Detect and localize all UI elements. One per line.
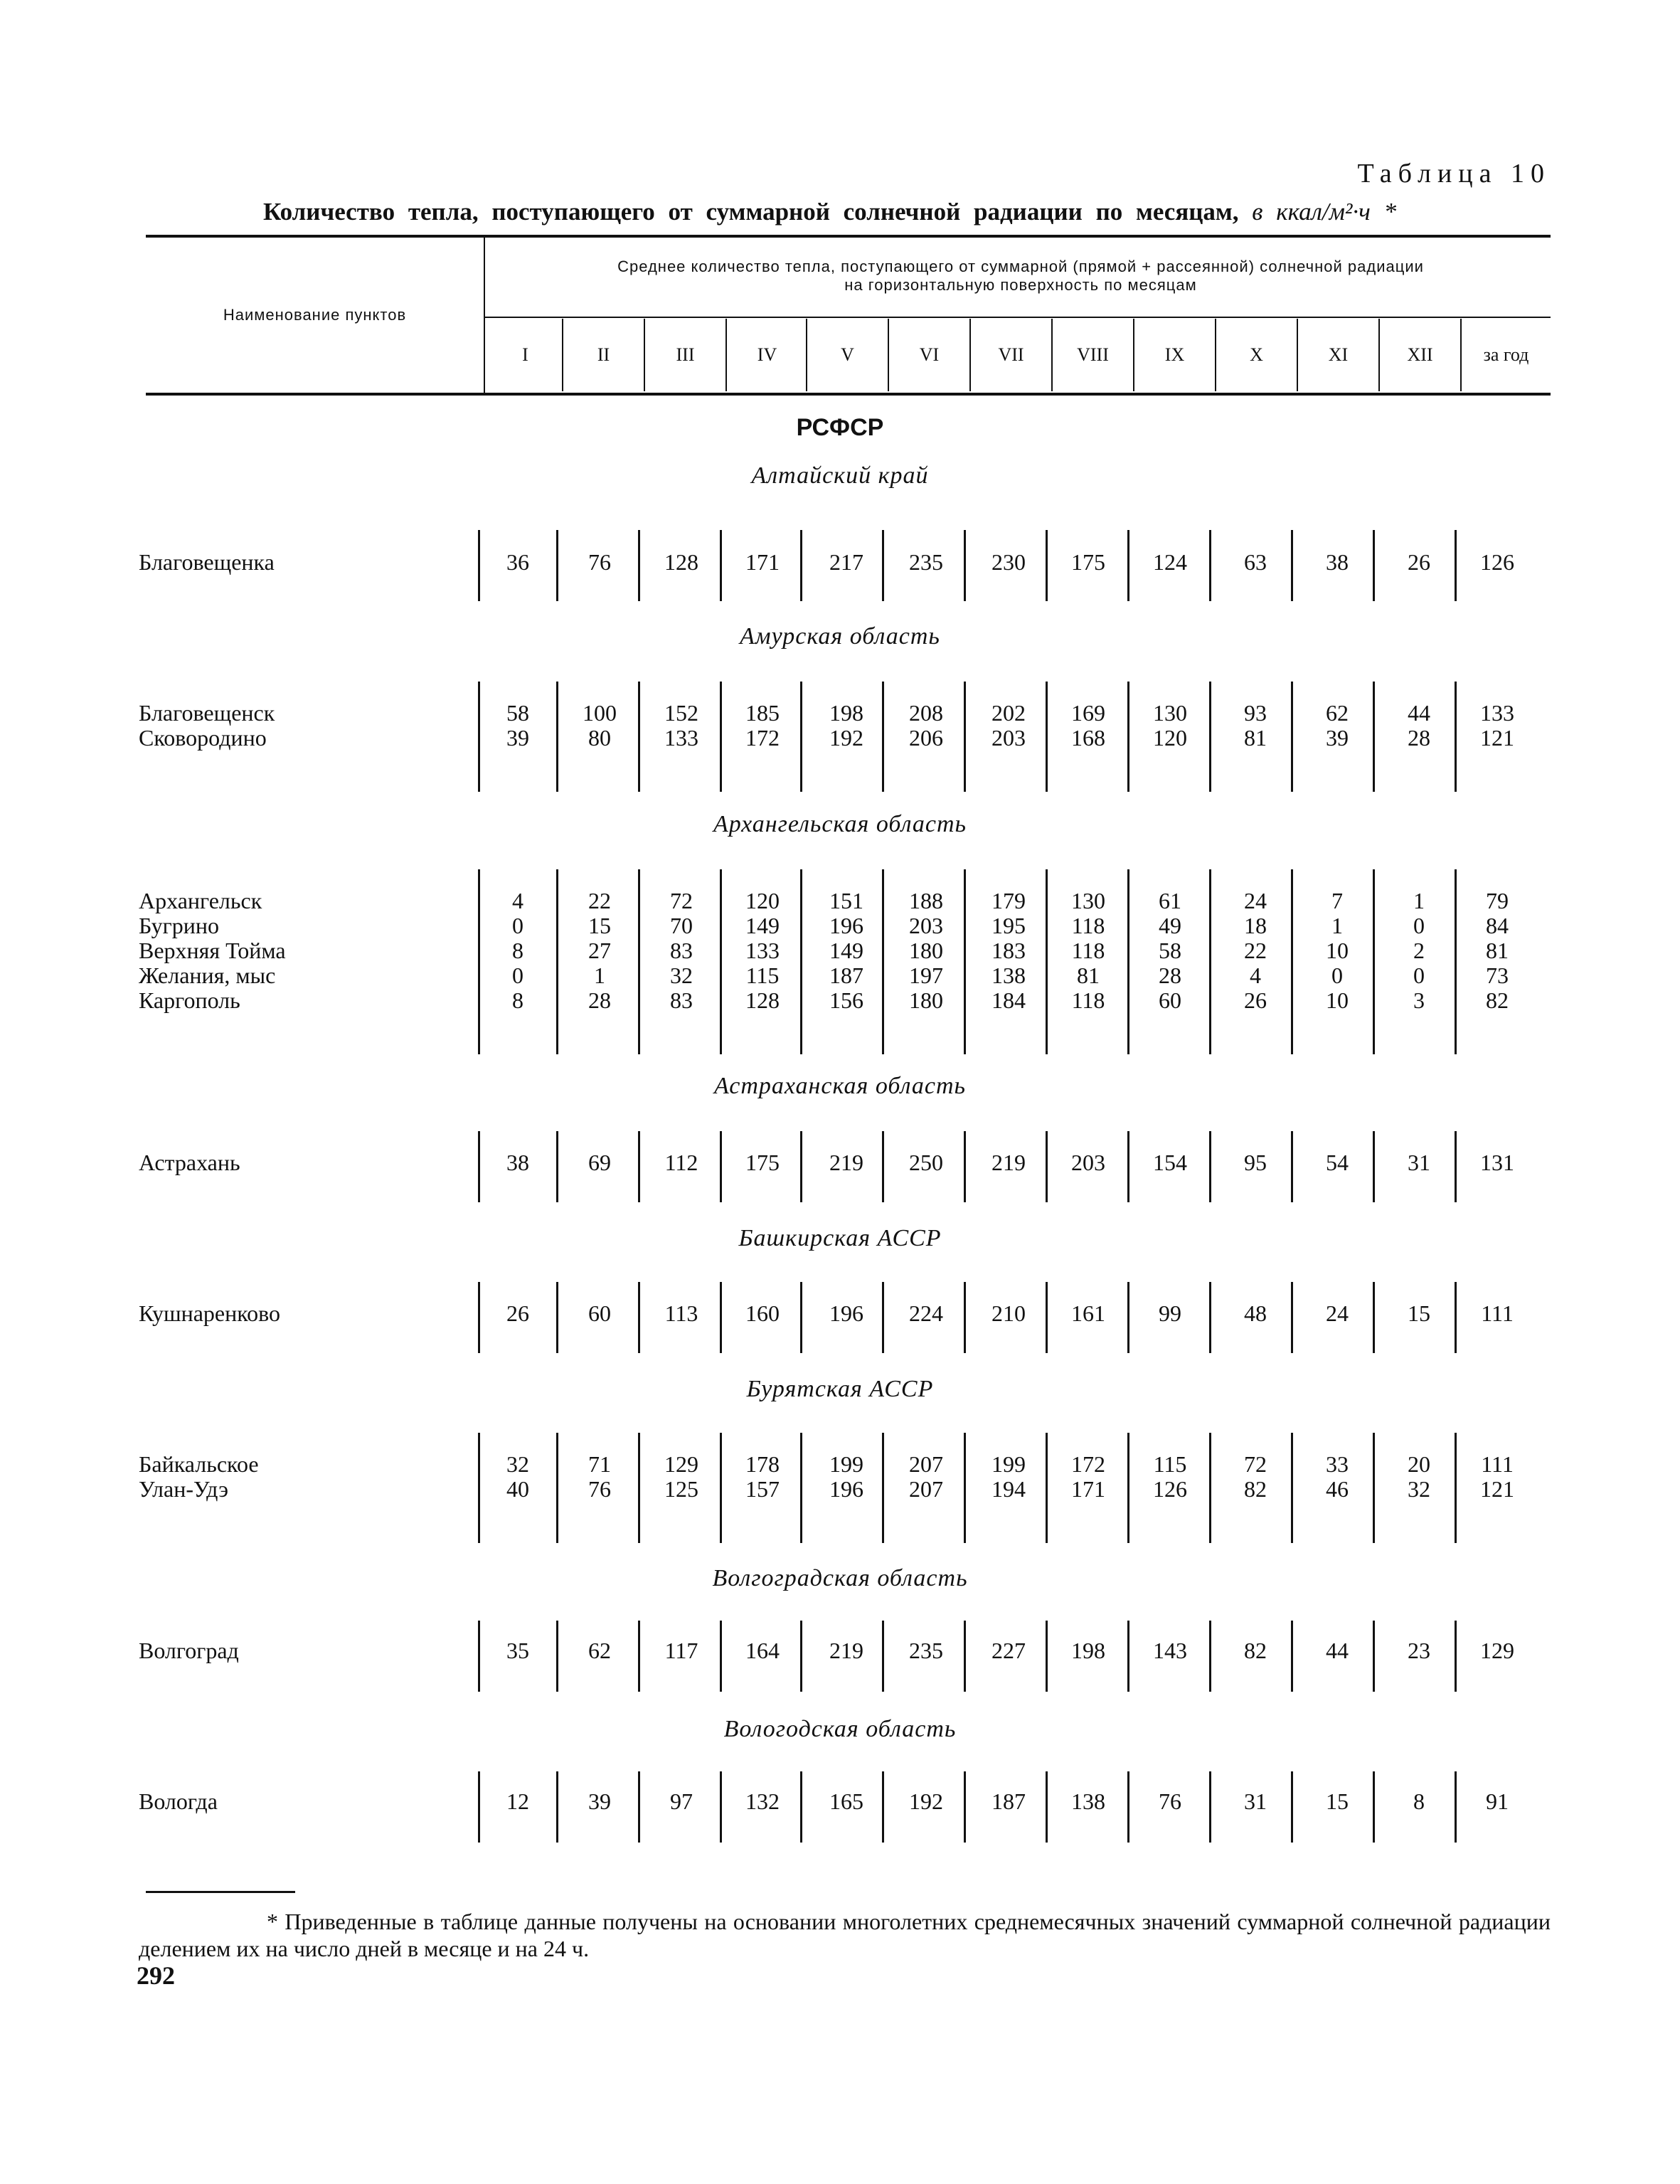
month-value-cell: 235 bbox=[909, 549, 943, 575]
month-value-cell: 10 bbox=[1326, 987, 1349, 1013]
month-header-cell: VIII bbox=[1051, 319, 1133, 391]
month-value-cell: 15 bbox=[1408, 1300, 1430, 1326]
month-value-cell: 202 bbox=[991, 700, 1026, 726]
month-value-cell: 219 bbox=[991, 1150, 1026, 1175]
region-heading: Архангельская область bbox=[713, 811, 967, 837]
month-value-cell: 118 bbox=[1071, 913, 1105, 938]
month-value-cell: 31 bbox=[1244, 1788, 1267, 1814]
month-value-cell: 60 bbox=[1159, 987, 1181, 1013]
region-heading: Волгоградская область bbox=[712, 1565, 968, 1591]
month-header-cell: XII bbox=[1378, 319, 1460, 391]
month-value-cell: 62 bbox=[588, 1638, 611, 1663]
month-value-cell: 126 bbox=[1153, 1476, 1187, 1502]
month-value-cell: 28 bbox=[1408, 725, 1430, 751]
month-value-cell: 1 bbox=[594, 963, 605, 988]
region-heading: Вологодская область bbox=[723, 1716, 957, 1742]
month-value-cell: 217 bbox=[829, 549, 863, 575]
month-value-cell: 175 bbox=[1071, 549, 1105, 575]
month-value-cell: 32 bbox=[506, 1451, 529, 1477]
month-value-cell: 0 bbox=[1413, 913, 1425, 938]
table-row bbox=[0, 700, 1680, 726]
table-title bbox=[263, 198, 1396, 226]
month-value-cell: 80 bbox=[588, 725, 611, 751]
month-value-cell: 36 bbox=[506, 549, 529, 575]
month-header-cell: III bbox=[644, 319, 725, 391]
month-value-cell: 203 bbox=[909, 913, 943, 938]
table-row bbox=[0, 987, 1680, 1013]
month-value-cell: 168 bbox=[1071, 725, 1105, 751]
month-value-cell: 46 bbox=[1326, 1476, 1349, 1502]
month-value-cell: 69 bbox=[588, 1150, 611, 1175]
month-value-cell: 26 bbox=[506, 1300, 529, 1326]
month-value-cell: 118 bbox=[1071, 938, 1105, 963]
month-value-cell: 3 bbox=[1413, 987, 1425, 1013]
table-number: Таблица 10 bbox=[1357, 159, 1551, 189]
annual-value-cell: 126 bbox=[1480, 549, 1514, 575]
month-value-cell: 76 bbox=[588, 1476, 611, 1502]
month-value-cell: 0 bbox=[512, 913, 523, 938]
station-name: Волгоград bbox=[139, 1638, 239, 1663]
month-value-cell: 227 bbox=[991, 1638, 1026, 1663]
month-value-cell: 180 bbox=[909, 987, 943, 1013]
station-name: Байкальское bbox=[139, 1451, 259, 1477]
station-name: Верхняя Тойма bbox=[139, 938, 286, 963]
month-value-cell: 72 bbox=[1244, 1451, 1267, 1477]
month-value-cell: 95 bbox=[1244, 1150, 1267, 1175]
country-heading: РСФСР bbox=[796, 414, 884, 441]
month-value-cell: 81 bbox=[1244, 725, 1267, 751]
month-value-cell: 196 bbox=[829, 1300, 863, 1326]
region-heading: Бурятская АССР bbox=[746, 1376, 934, 1402]
month-value-cell: 113 bbox=[664, 1300, 698, 1326]
month-header-cell: XI bbox=[1297, 319, 1378, 391]
month-value-cell: 203 bbox=[991, 725, 1026, 751]
month-value-cell: 130 bbox=[1071, 888, 1105, 913]
month-header-cell: за год bbox=[1460, 319, 1551, 391]
page-number: 292 bbox=[137, 1961, 175, 1990]
month-value-cell: 115 bbox=[1153, 1451, 1187, 1477]
annual-value-cell: 129 bbox=[1480, 1638, 1514, 1663]
month-value-cell: 203 bbox=[1071, 1150, 1105, 1175]
month-value-cell: 118 bbox=[1071, 987, 1105, 1013]
region-heading: Алтайский край bbox=[751, 462, 929, 489]
month-value-cell: 18 bbox=[1244, 913, 1267, 938]
month-value-cell: 7 bbox=[1331, 888, 1343, 913]
station-name: Бугрино bbox=[139, 913, 219, 938]
month-value-cell: 219 bbox=[829, 1150, 863, 1175]
month-value-cell: 49 bbox=[1159, 913, 1181, 938]
month-value-cell: 178 bbox=[745, 1451, 780, 1477]
points-column-header: Наименование пунктов bbox=[223, 306, 407, 324]
month-value-cell: 180 bbox=[909, 938, 943, 963]
month-value-cell: 208 bbox=[909, 700, 943, 726]
month-value-cell: 22 bbox=[1244, 938, 1267, 963]
month-value-cell: 58 bbox=[1159, 938, 1181, 963]
month-value-cell: 76 bbox=[1159, 1788, 1181, 1814]
month-value-cell: 161 bbox=[1071, 1300, 1105, 1326]
month-value-cell: 58 bbox=[506, 700, 529, 726]
month-value-cell: 250 bbox=[909, 1150, 943, 1175]
month-value-cell: 184 bbox=[991, 987, 1026, 1013]
month-value-cell: 198 bbox=[829, 700, 863, 726]
header-bottom-rule bbox=[146, 393, 1551, 396]
month-value-cell: 138 bbox=[1071, 1788, 1105, 1814]
footnote: * Приведенные в таблице данные получены на основании многолетних среднемесячных значений суммарной солнечной радиации делением их на число дней в месяце и на 24 ч. bbox=[139, 1909, 1551, 1961]
month-value-cell: 128 bbox=[745, 987, 780, 1013]
month-value-cell: 210 bbox=[991, 1300, 1026, 1326]
month-value-cell: 188 bbox=[909, 888, 943, 913]
month-value-cell: 124 bbox=[1153, 549, 1187, 575]
month-value-cell: 81 bbox=[1077, 963, 1100, 988]
month-value-cell: 117 bbox=[664, 1638, 698, 1663]
region-heading: Астраханская область bbox=[713, 1073, 967, 1099]
month-value-cell: 0 bbox=[1331, 963, 1343, 988]
station-name: Кушнаренково bbox=[139, 1300, 281, 1326]
month-header-cell: IV bbox=[725, 319, 807, 391]
month-value-cell: 149 bbox=[745, 913, 780, 938]
month-value-cell: 138 bbox=[991, 963, 1026, 988]
month-value-cell: 194 bbox=[991, 1476, 1026, 1502]
table-row bbox=[0, 1476, 1680, 1502]
month-value-cell: 115 bbox=[745, 963, 780, 988]
table-row bbox=[0, 913, 1680, 938]
table-row bbox=[0, 1451, 1680, 1477]
annual-value-cell: 82 bbox=[1486, 987, 1509, 1013]
region-heading: Башкирская АССР bbox=[738, 1225, 942, 1251]
month-value-cell: 24 bbox=[1326, 1300, 1349, 1326]
month-value-cell: 22 bbox=[588, 888, 611, 913]
month-value-cell: 63 bbox=[1244, 549, 1267, 575]
month-value-cell: 27 bbox=[588, 938, 611, 963]
annual-value-cell: 111 bbox=[1481, 1451, 1514, 1477]
month-value-cell: 128 bbox=[664, 549, 698, 575]
annual-value-cell: 84 bbox=[1486, 913, 1509, 938]
month-value-cell: 44 bbox=[1326, 1638, 1349, 1663]
month-value-cell: 198 bbox=[1071, 1638, 1105, 1663]
month-value-cell: 10 bbox=[1326, 938, 1349, 963]
month-value-cell: 172 bbox=[745, 725, 780, 751]
month-value-cell: 207 bbox=[909, 1451, 943, 1477]
table-row bbox=[0, 938, 1680, 963]
month-value-cell: 165 bbox=[829, 1788, 863, 1814]
month-value-cell: 133 bbox=[745, 938, 780, 963]
month-value-cell: 152 bbox=[664, 700, 698, 726]
month-value-cell: 72 bbox=[670, 888, 693, 913]
month-value-cell: 130 bbox=[1153, 700, 1187, 726]
month-value-cell: 93 bbox=[1244, 700, 1267, 726]
month-value-cell: 62 bbox=[1326, 700, 1349, 726]
month-value-cell: 196 bbox=[829, 913, 863, 938]
month-value-cell: 83 bbox=[670, 938, 693, 963]
month-header-cell: IX bbox=[1133, 319, 1215, 391]
month-value-cell: 23 bbox=[1408, 1638, 1430, 1663]
month-header-cell: VII bbox=[969, 319, 1051, 391]
annual-value-cell: 81 bbox=[1486, 938, 1509, 963]
station-name: Астрахань bbox=[139, 1150, 240, 1175]
month-value-cell: 8 bbox=[512, 938, 523, 963]
month-value-cell: 4 bbox=[1250, 963, 1261, 988]
month-value-cell: 0 bbox=[1413, 963, 1425, 988]
month-value-cell: 187 bbox=[829, 963, 863, 988]
month-value-cell: 164 bbox=[745, 1638, 780, 1663]
month-value-cell: 71 bbox=[588, 1451, 611, 1477]
month-header-cell: VI bbox=[888, 319, 969, 391]
month-value-cell: 15 bbox=[1326, 1788, 1349, 1814]
month-value-cell: 230 bbox=[991, 549, 1026, 575]
month-value-cell: 197 bbox=[909, 963, 943, 988]
month-value-cell: 143 bbox=[1153, 1638, 1187, 1663]
month-value-cell: 39 bbox=[506, 725, 529, 751]
table-row bbox=[0, 1788, 1680, 1814]
month-value-cell: 20 bbox=[1408, 1451, 1430, 1477]
month-value-cell: 172 bbox=[1071, 1451, 1105, 1477]
month-value-cell: 199 bbox=[829, 1451, 863, 1477]
table-title-unit: в ккал/м²·ч * bbox=[1252, 198, 1397, 226]
footnote-rule bbox=[146, 1891, 295, 1893]
month-value-cell: 28 bbox=[1159, 963, 1181, 988]
station-name: Благовещенка bbox=[139, 549, 275, 575]
month-value-cell: 48 bbox=[1244, 1300, 1267, 1326]
month-value-cell: 192 bbox=[909, 1788, 943, 1814]
table-row bbox=[0, 1300, 1680, 1326]
annual-value-cell: 131 bbox=[1480, 1150, 1514, 1175]
month-value-cell: 1 bbox=[1413, 888, 1425, 913]
month-header-cell: I bbox=[484, 319, 565, 391]
months-group-header-line1: Среднее количество тепла, поступающего от суммарной (прямой + рассеянной) солнечной радиации bbox=[617, 258, 1424, 275]
month-value-cell: 39 bbox=[588, 1788, 611, 1814]
month-value-cell: 195 bbox=[991, 913, 1026, 938]
month-value-cell: 33 bbox=[1326, 1451, 1349, 1477]
month-value-cell: 70 bbox=[670, 913, 693, 938]
month-value-cell: 1 bbox=[1331, 913, 1343, 938]
region-heading: Амурская область bbox=[740, 623, 940, 650]
table-row bbox=[0, 549, 1680, 575]
month-value-cell: 82 bbox=[1244, 1476, 1267, 1502]
month-header-cell: X bbox=[1215, 319, 1297, 391]
table-top-rule bbox=[146, 235, 1551, 238]
month-value-cell: 224 bbox=[909, 1300, 943, 1326]
month-value-cell: 185 bbox=[745, 700, 780, 726]
table-title-text: Количество тепла, поступающего от суммарной солнечной радиации по месяцам, bbox=[263, 198, 1239, 226]
month-value-cell: 129 bbox=[664, 1451, 698, 1477]
months-group-header bbox=[491, 258, 1551, 295]
month-value-cell: 171 bbox=[745, 549, 780, 575]
month-value-cell: 26 bbox=[1408, 549, 1430, 575]
month-value-cell: 24 bbox=[1244, 888, 1267, 913]
month-value-cell: 156 bbox=[829, 987, 863, 1013]
month-value-cell: 112 bbox=[664, 1150, 698, 1175]
table-row bbox=[0, 725, 1680, 751]
month-value-cell: 169 bbox=[1071, 700, 1105, 726]
month-value-cell: 97 bbox=[670, 1788, 693, 1814]
month-value-cell: 125 bbox=[664, 1476, 698, 1502]
month-value-cell: 76 bbox=[588, 549, 611, 575]
month-value-cell: 4 bbox=[512, 888, 523, 913]
annual-value-cell: 73 bbox=[1486, 963, 1509, 988]
month-value-cell: 157 bbox=[745, 1476, 780, 1502]
month-value-cell: 31 bbox=[1408, 1150, 1430, 1175]
station-name: Желания, мыс bbox=[139, 963, 276, 988]
month-value-cell: 35 bbox=[506, 1638, 529, 1663]
annual-value-cell: 79 bbox=[1486, 888, 1509, 913]
table-row bbox=[0, 888, 1680, 913]
month-value-cell: 82 bbox=[1244, 1638, 1267, 1663]
month-value-cell: 196 bbox=[829, 1476, 863, 1502]
month-value-cell: 160 bbox=[745, 1300, 780, 1326]
month-value-cell: 38 bbox=[506, 1150, 529, 1175]
month-value-cell: 32 bbox=[1408, 1476, 1430, 1502]
month-value-cell: 54 bbox=[1326, 1150, 1349, 1175]
month-value-cell: 151 bbox=[829, 888, 863, 913]
table-row bbox=[0, 1638, 1680, 1663]
annual-value-cell: 121 bbox=[1480, 1476, 1514, 1502]
month-value-cell: 219 bbox=[829, 1638, 863, 1663]
month-value-cell: 100 bbox=[583, 700, 617, 726]
month-value-cell: 39 bbox=[1326, 725, 1349, 751]
month-value-cell: 60 bbox=[588, 1300, 611, 1326]
month-value-cell: 179 bbox=[991, 888, 1026, 913]
month-value-cell: 8 bbox=[512, 987, 523, 1013]
header-mid-rule bbox=[484, 317, 1551, 318]
months-group-header-line2: на горизонтальную поверхность по месяцам bbox=[844, 276, 1197, 294]
month-value-cell: 132 bbox=[745, 1788, 780, 1814]
month-value-cell: 133 bbox=[664, 725, 698, 751]
month-value-cell: 183 bbox=[991, 938, 1026, 963]
station-name: Вологда bbox=[139, 1788, 218, 1814]
month-value-cell: 235 bbox=[909, 1638, 943, 1663]
month-value-cell: 15 bbox=[588, 913, 611, 938]
table-row bbox=[0, 1150, 1680, 1175]
month-value-cell: 175 bbox=[745, 1150, 780, 1175]
month-value-cell: 206 bbox=[909, 725, 943, 751]
table-row bbox=[0, 963, 1680, 988]
month-value-cell: 26 bbox=[1244, 987, 1267, 1013]
annual-value-cell: 121 bbox=[1480, 725, 1514, 751]
month-header-cell: V bbox=[806, 319, 888, 391]
annual-value-cell: 111 bbox=[1481, 1300, 1514, 1326]
month-value-cell: 32 bbox=[670, 963, 693, 988]
month-value-cell: 149 bbox=[829, 938, 863, 963]
month-value-cell: 207 bbox=[909, 1476, 943, 1502]
month-value-cell: 12 bbox=[506, 1788, 529, 1814]
month-value-cell: 187 bbox=[991, 1788, 1026, 1814]
month-value-cell: 0 bbox=[512, 963, 523, 988]
month-value-cell: 99 bbox=[1159, 1300, 1181, 1326]
station-name: Архангельск bbox=[139, 888, 262, 913]
month-value-cell: 40 bbox=[506, 1476, 529, 1502]
station-name: Улан-Удэ bbox=[139, 1476, 228, 1502]
month-value-cell: 120 bbox=[1153, 725, 1187, 751]
month-value-cell: 83 bbox=[670, 987, 693, 1013]
month-value-cell: 120 bbox=[745, 888, 780, 913]
month-header-cell: II bbox=[562, 319, 644, 391]
annual-value-cell: 133 bbox=[1480, 700, 1514, 726]
station-name: Каргополь bbox=[139, 987, 240, 1013]
month-value-cell: 199 bbox=[991, 1451, 1026, 1477]
month-value-cell: 44 bbox=[1408, 700, 1430, 726]
month-value-cell: 28 bbox=[588, 987, 611, 1013]
station-name: Благовещенск bbox=[139, 700, 275, 726]
annual-value-cell: 91 bbox=[1486, 1788, 1509, 1814]
month-value-cell: 8 bbox=[1413, 1788, 1425, 1814]
month-value-cell: 2 bbox=[1413, 938, 1425, 963]
month-value-cell: 192 bbox=[829, 725, 863, 751]
month-value-cell: 171 bbox=[1071, 1476, 1105, 1502]
station-name: Сковородино bbox=[139, 725, 267, 751]
month-value-cell: 38 bbox=[1326, 549, 1349, 575]
month-value-cell: 154 bbox=[1153, 1150, 1187, 1175]
month-value-cell: 61 bbox=[1159, 888, 1181, 913]
